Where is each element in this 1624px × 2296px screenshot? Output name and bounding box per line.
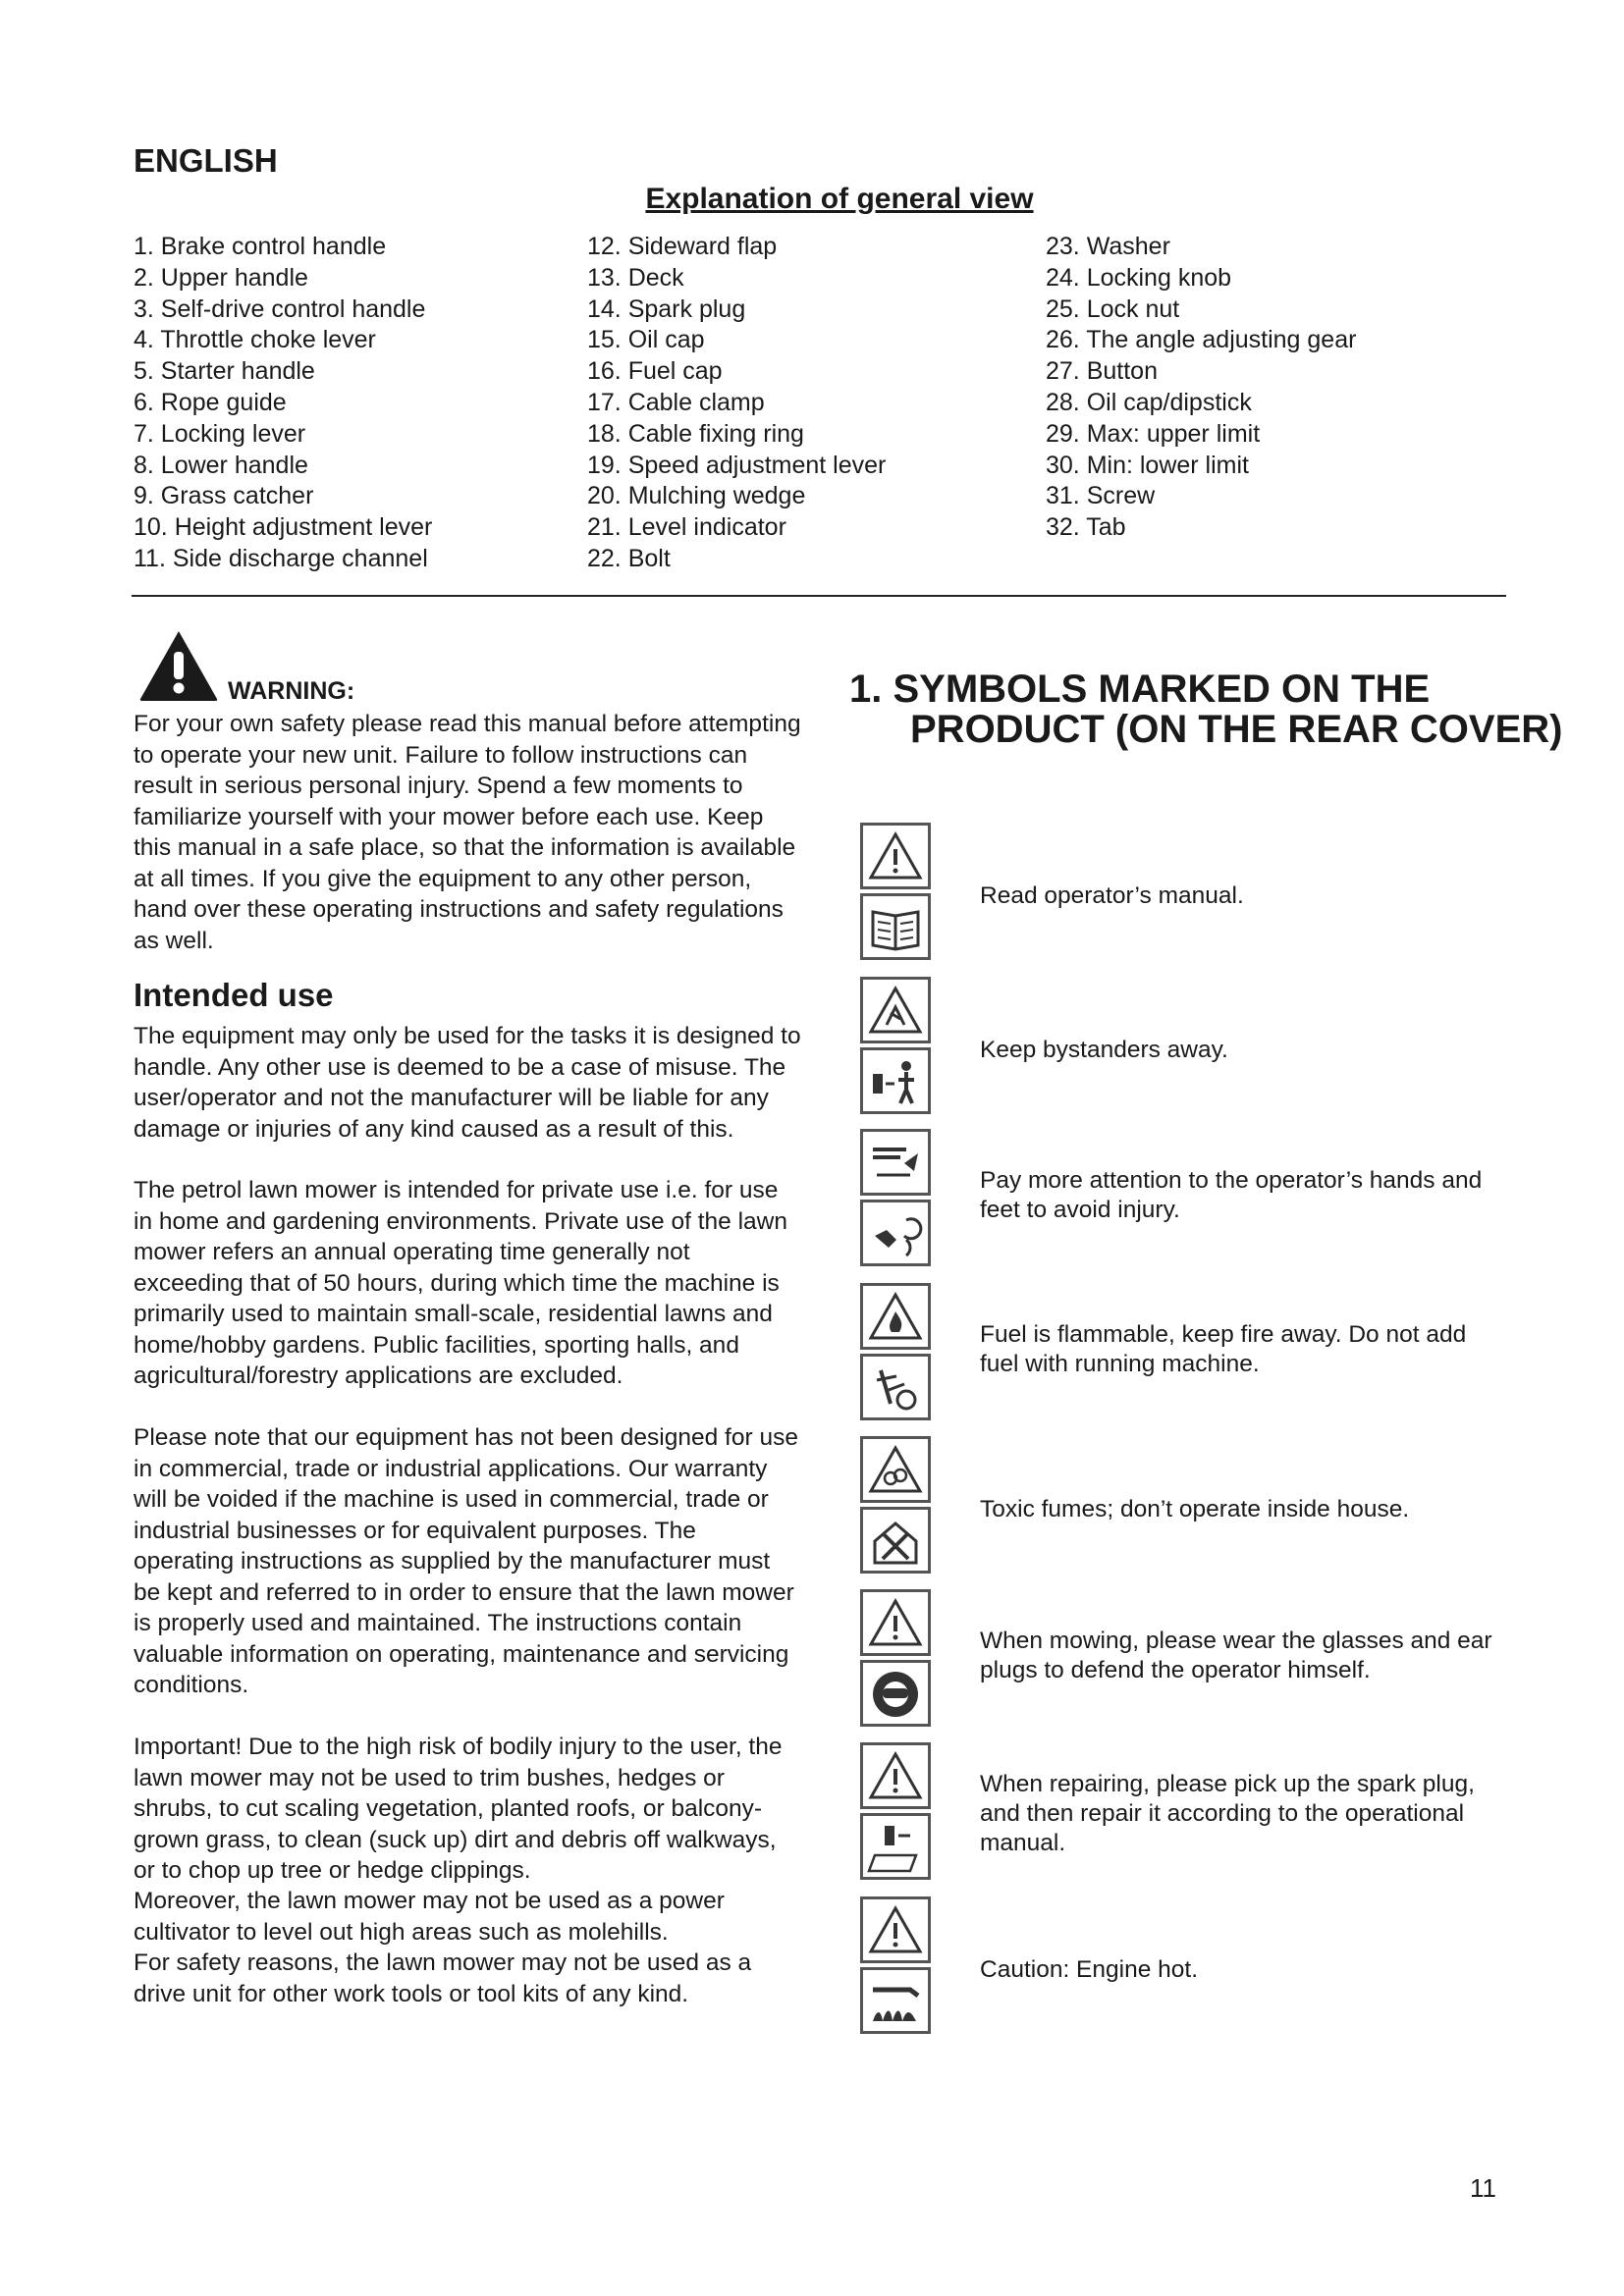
parts-list-item: 4. Throttle choke lever	[134, 326, 376, 354]
symbol-icon-pair	[860, 1742, 939, 1884]
parts-list-item: 16. Fuel cap	[587, 357, 723, 386]
parts-list-item: 25. Lock nut	[1046, 294, 1180, 323]
warning-label: WARNING:	[228, 677, 355, 705]
symbol-icon-pair	[860, 823, 939, 964]
warning-triangle-icon	[137, 628, 220, 703]
parts-list-item: 32. Tab	[1046, 513, 1126, 542]
parts-list-column-3	[1046, 232, 1356, 544]
spark-plug-manual-icon	[860, 1813, 931, 1880]
parts-list-item: 26. The angle adjusting gear	[1046, 326, 1357, 354]
parts-list-item: 1. Brake control handle	[134, 233, 387, 260]
foot-blade-icon	[860, 1200, 931, 1266]
manual-book-icon	[860, 893, 931, 960]
parts-list-item: 2. Upper handle	[134, 263, 308, 292]
bystander-distance-icon	[860, 1047, 931, 1114]
symbol-row	[860, 823, 1508, 970]
symbol-row	[860, 1896, 1508, 2044]
symbol-icon-pair	[860, 1129, 939, 1270]
parts-list-item: 11. Side discharge channel	[134, 544, 428, 572]
parts-list-item: 24. Locking knob	[1046, 263, 1232, 292]
warning-triangle-icon	[860, 1589, 931, 1656]
parts-list-item: 7. Locking lever	[134, 419, 306, 448]
fire-warning-icon	[860, 1283, 931, 1350]
warning-triangle-icon	[860, 1742, 931, 1809]
hot-surface-icon	[860, 1967, 931, 2034]
general-view-title: Explanation of general view	[645, 183, 1034, 215]
glasses-earplugs-icon	[860, 1660, 931, 1727]
symbol-row	[860, 1742, 1508, 1890]
intended-use-paragraph: Important! Due to the high risk of bodily injury to the user, the lawn mower may not be used to trim bushes, hedges or shrubs, to cut scaling vegetation, planted roofs, or balcony-grown grass, to clean (suck up) dirt and debris off walkways, or to chop up tree or hedge clippings.	[134, 1734, 783, 1884]
parts-list-item: 8. Lower handle	[134, 451, 308, 479]
warning-debris-icon	[860, 977, 931, 1043]
parts-list-item: 18. Cable fixing ring	[587, 419, 804, 448]
parts-list-item: 20. Mulching wedge	[587, 482, 806, 510]
parts-list-item: 30. Min: lower limit	[1046, 451, 1249, 479]
symbol-description: When mowing, please wear the glasses and ear plugs to defend the operator himself.	[980, 1628, 1492, 1683]
warning-triangle-icon	[860, 823, 931, 889]
intended-use-paragraph: Moreover, the lawn mower may not be used as a power cultivator to level out high areas such as molehills.	[134, 1888, 725, 1946]
symbol-row	[860, 1283, 1508, 1430]
symbol-description: Fuel is flammable, keep fire away. Do not add fuel with running machine.	[980, 1321, 1467, 1377]
symbol-description: When repairing, please pick up the spark plug, and then repair it according to the operational manual.	[980, 1771, 1475, 1856]
symbol-icon-pair	[860, 1283, 939, 1424]
parts-list-item: 14. Spark plug	[587, 294, 746, 323]
symbol-description: Read operator’s manual.	[980, 882, 1244, 909]
parts-list-column-2	[587, 232, 886, 575]
symbols-heading: 1. SYMBOLS MARKED ON THE PRODUCT (ON THE REAR COVER)	[849, 667, 1563, 751]
symbol-row	[860, 1589, 1508, 1736]
symbol-icon-pair	[860, 1436, 939, 1577]
section-divider	[132, 595, 1506, 597]
no-fuel-running-icon	[860, 1354, 931, 1420]
parts-list-item: 15. Oil cap	[587, 326, 705, 354]
parts-list-item: 17. Cable clamp	[587, 388, 765, 416]
parts-list-item: 12. Sideward flap	[587, 233, 778, 260]
symbol-description: Toxic fumes; don’t operate inside house.	[980, 1496, 1410, 1522]
parts-list-item: 6. Rope guide	[134, 388, 287, 416]
language-heading: ENGLISH	[134, 142, 278, 179]
symbol-icon-pair	[860, 1896, 939, 2038]
parts-list-column-1	[134, 232, 432, 575]
parts-list-item: 27. Button	[1046, 357, 1158, 386]
parts-list-item: 23. Washer	[1046, 233, 1170, 260]
parts-list-item: 21. Level indicator	[587, 513, 786, 542]
page-number: 11	[1470, 2173, 1496, 2203]
parts-list-item: 3. Self-drive control handle	[134, 294, 426, 323]
parts-list-item: 5. Starter handle	[134, 357, 315, 386]
intended-use-paragraph: The equipment may only be used for the tasks it is designed to handle. Any other use is deemed to be a case of misuse. The user/operator and not the manufacturer will be liable for any damage or injuries of any kind caused as a result of this.	[134, 1023, 801, 1143]
symbol-description: Keep bystanders away.	[980, 1037, 1228, 1063]
parts-list-item: 29. Max: upper limit	[1046, 419, 1261, 448]
warning-text: For your own safety please read this manual before attempting to operate your new unit. Failure to follow instructions can result in serious personal injury. Spend a few moments to familiarize yourself with your mower before each use. Keep this manual in a safe place, so that the information is available at all times. If you give the equipment to any other person, hand over these operating instructions and safety regulations as well.	[134, 711, 801, 954]
parts-list-item: 22. Bolt	[587, 544, 671, 572]
parts-list-item: 9. Grass catcher	[134, 482, 314, 510]
symbol-row	[860, 977, 1508, 1124]
symbol-row	[860, 1129, 1508, 1276]
intended-use-paragraph: Please note that our equipment has not been designed for use in commercial, trade or industrial applications. Our warranty will be voided if the machine is used in commercial, trade or industrial businesses or for equivalent purposes. The operating instructions as supplied by the manufacturer must be kept and referred to in order to ensure that the lawn mower is properly used and maintained. The instructions contain valuable information on operating, maintenance and servicing conditions.	[134, 1424, 798, 1698]
symbol-row	[860, 1436, 1508, 1583]
parts-list-item: 10. Height adjustment lever	[134, 513, 433, 542]
warning-triangle-icon	[860, 1896, 931, 1963]
intended-use-heading: Intended use	[134, 977, 334, 1013]
parts-list-item: 31. Screw	[1046, 482, 1156, 510]
symbol-icon-pair	[860, 1589, 939, 1731]
parts-list-item: 28. Oil cap/dipstick	[1046, 388, 1252, 416]
symbol-description: Pay more attention to the operator’s hands and feet to avoid injury.	[980, 1167, 1483, 1223]
parts-list-item: 13. Deck	[587, 263, 684, 292]
symbol-description: Caution: Engine hot.	[980, 1956, 1199, 1983]
symbol-icon-pair	[860, 977, 939, 1118]
parts-list-item: 19. Speed adjustment lever	[587, 451, 887, 479]
no-indoor-icon	[860, 1507, 931, 1574]
intended-use-paragraph: For safety reasons, the lawn mower may not be used as a drive unit for other work tools or tool kits of any kind.	[134, 1949, 752, 2007]
intended-use-paragraph: The petrol lawn mower is intended for private use i.e. for use in home and gardening environments. Private use of the lawn mower refers an annual operating time generally not exceeding that of 50 hours, during which time the machine is primarily used to maintain small-scale, residential lawns and home/hobby gardens. Public facilities, sporting halls, and agricultural/forestry applications are excluded.	[134, 1177, 787, 1389]
hand-blade-icon	[860, 1129, 931, 1196]
toxic-fumes-icon	[860, 1436, 931, 1503]
